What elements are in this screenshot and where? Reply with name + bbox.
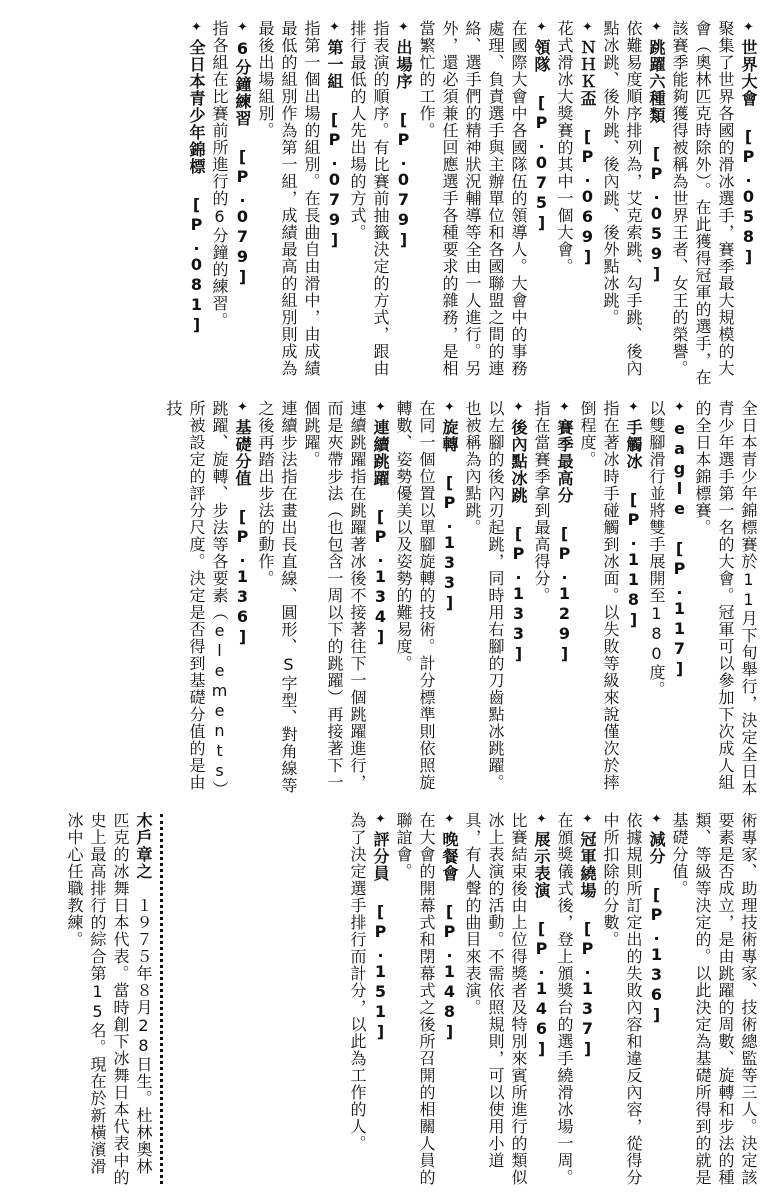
glossary-term: 全日本青少年錦標: [187, 39, 206, 175]
glossary-band-top: [55, 20, 760, 390]
glossary-definition: 依據規則所訂定出的失敗內容和違反內容，從得分中所扣除的分數。: [601, 812, 643, 1186]
glossary-term: 賽季最高分: [555, 419, 574, 504]
glossary-definition: 以左腳的後內刃起跳，同時用右腳的刀齒點冰跳躍。也被稱為內點跳。: [463, 400, 505, 791]
glossary-definition: 在國際大會中各國隊伍的領導人。大會中的事務處理、負責選手與主辦單位和各國聯盟之間的連絡、選手們的精神狀況輔導等全由一人進行。另外，還必須兼任回應選手各種要求的雜務，是相當繁忙的工作。: [417, 20, 528, 377]
glossary-term-heading: [185, 20, 208, 390]
glossary-term-heading: [530, 20, 553, 390]
glossary-term-heading: [438, 812, 461, 1187]
glossary-term: 展示表演: [532, 831, 551, 899]
glossary-term: 連續跳躍: [371, 419, 390, 487]
glossary-term: 冠軍繞場: [578, 831, 597, 899]
glossary-term: 跳躍六種類: [647, 39, 666, 124]
glossary-definition: 依難易度順序排列為，艾克索跳、勾手跳、後內點冰跳、後外跳、後內跳、後外點冰跳。: [601, 20, 643, 377]
glossary-term: 世界大會: [739, 39, 758, 107]
glossary-term-heading: [392, 20, 415, 390]
glossary-term: 評分員: [371, 831, 390, 882]
page-reference: [P.136]: [233, 507, 252, 647]
star-bullet-icon: ✦: [649, 812, 664, 828]
glossary-term-heading: [553, 400, 576, 800]
star-bullet-icon: ✦: [580, 812, 595, 828]
glossary-definition: 在同一個位置以單腳旋轉的技術。計分標準則依照旋轉數、姿勢優美以及姿勢的難易度。: [394, 400, 436, 791]
star-bullet-icon: ✦: [235, 400, 250, 416]
glossary-term: 減分: [647, 831, 666, 865]
page-reference: [P.079]: [233, 147, 252, 287]
glossary-term-heading: [576, 20, 599, 390]
page-reference: [P.133]: [509, 524, 528, 664]
glossary-term: 基礎分值: [233, 419, 252, 487]
page-reference: [P.146]: [532, 919, 551, 1059]
glossary-term-heading: [369, 812, 392, 1187]
star-bullet-icon: ✦: [373, 400, 388, 416]
star-bullet-icon: ✦: [396, 20, 411, 36]
star-bullet-icon: ✦: [626, 400, 641, 416]
star-bullet-icon: ✦: [672, 400, 687, 416]
glossary-term-heading: [622, 400, 645, 800]
glossary-term-heading: [323, 20, 346, 390]
glossary-band-middle: [55, 400, 760, 800]
page-reference: [P.136]: [647, 885, 666, 1025]
page-reference: [P.059]: [647, 144, 666, 284]
glossary-term: 後內點冰跳: [509, 419, 528, 504]
glossary-definition: 連續跳躍指在跳躍著冰後不接著往下一個跳躍進行，而是夾帶步法（也包含一周以下的跳躍）再接著下一個跳躍。: [302, 400, 367, 791]
page-reference: [P.151]: [371, 902, 390, 1042]
glossary-definition: 指在當賽季拿到最高得分。: [532, 400, 551, 604]
glossary-term: 第一組: [325, 39, 344, 90]
glossary-definition: 指第一個出場的組別。在長曲自由滑中，由成績最低的組別作為第一組，成績最高的組別則成為最後出場組別。: [256, 20, 321, 377]
page-reference: [P.058]: [739, 127, 758, 267]
page-reference: [P.148]: [440, 902, 459, 1042]
glossary-definition: 在頒獎儀式後，登上頒獎台的選手繞滑冰場一周。: [555, 812, 574, 1186]
page-reference: [P.075]: [532, 93, 551, 233]
bio-dotted-separator: [160, 814, 163, 1184]
page-reference: [P.133]: [440, 473, 459, 613]
glossary-term-heading: [507, 400, 530, 800]
bio-text: １９７５年８月28日生。杜林奧林匹克的冰舞日本代表。當時創下冰舞日本代表中的史上最高排行的綜合第15名。現在於新橫濱滑冰中心任職教練。: [65, 812, 153, 1186]
page-reference: [P.081]: [187, 195, 206, 335]
star-bullet-icon: ✦: [557, 400, 572, 416]
glossary-definition: 以雙腳滑行並將雙手展開至180度。: [647, 400, 666, 698]
glossary-term: 晚餐會: [440, 831, 459, 882]
glossary-definition: 跳躍、旋轉、步法等各要素（elements）所被設定的評分尺度。決定是否得到基礎分值的是由技: [164, 400, 229, 798]
page-reference: [P.079]: [325, 110, 344, 250]
glossary-term-heading: [576, 812, 599, 1187]
page-reference: [P.129]: [555, 524, 574, 664]
star-bullet-icon: ✦: [189, 20, 204, 36]
glossary-term-heading: [737, 20, 760, 390]
glossary-term-heading: [231, 400, 254, 800]
star-bullet-icon: ✦: [327, 20, 342, 36]
star-bullet-icon: ✦: [373, 812, 388, 828]
glossary-definition: 在大會的開幕式和閉幕式之後所召開的相關人員的聯誼會。: [394, 812, 436, 1186]
star-bullet-icon: ✦: [511, 400, 526, 416]
star-bullet-icon: ✦: [442, 812, 457, 828]
glossary-term: 旋轉: [440, 419, 459, 453]
star-bullet-icon: ✦: [580, 20, 595, 36]
page-reference: [P.117]: [670, 539, 689, 679]
glossary-definition: 聚集了世界各國的滑冰選手，賽季最大規模的大會（奧林匹克時除外）。在此獲得冠軍的選手，在該賽季能夠獲得被稱為世界王者、女王的榮譽。: [670, 20, 735, 386]
glossary-term-heading: [369, 400, 392, 800]
glossary-term-heading: [438, 400, 461, 800]
glossary-term: 6分鐘練習: [233, 39, 252, 127]
page-reference: [P.134]: [371, 507, 390, 647]
glossary-definition: 連續步法指在畫出長直線、圓形、S字型、對角線等之後再踏出步法的動作。: [256, 400, 298, 794]
glossary-definition: 術專家、助理技術專家、技術總監等三人。決定該要素是否成立，是由跳躍的周數、旋轉和步法的種類、等級等決定的。以此決定為基礎所得到的就是基礎分值。: [670, 812, 758, 1186]
glossary-definition: 全日本青少年錦標賽於11月下旬舉行，決定全日本青少年選手第一名的大會。冠軍可以參加下次成人組的全日本錦標賽。: [693, 400, 758, 797]
star-bullet-icon: ✦: [235, 20, 250, 36]
glossary-term-heading: [530, 812, 553, 1187]
star-bullet-icon: ✦: [741, 20, 756, 36]
page-reference: [P.137]: [578, 919, 597, 1059]
glossary-definition: 指各組在比賽前所進行的6分鐘的練習。: [210, 20, 229, 329]
star-bullet-icon: ✦: [534, 20, 549, 36]
star-bullet-icon: ✦: [534, 812, 549, 828]
star-bullet-icon: ✦: [442, 400, 457, 416]
glossary-definition: 比賽結束後由上位得獎者及特別來賓所進行的類似冰上表演的活動。不需依照規則，可以使用小道具，有人聲的曲目來表演。: [463, 812, 528, 1186]
glossary-term: ＮＨＫ盃: [578, 39, 597, 107]
glossary-term: 領隊: [532, 39, 551, 73]
glossary-term-heading: [645, 812, 668, 1187]
bio-name: 木戶章之: [134, 812, 153, 880]
glossary-term-heading: [231, 20, 254, 390]
star-bullet-icon: ✦: [649, 20, 664, 36]
page-reference: [P.069]: [578, 127, 597, 267]
glossary-definition: 花式滑冰大獎賽的其中一個大會。: [555, 20, 574, 275]
page-reference: [P.079]: [394, 110, 413, 250]
glossary-column-group: [55, 20, 760, 390]
glossary-column-group: [55, 400, 760, 800]
glossary-term: 出場序: [394, 39, 413, 90]
bio-column: [55, 812, 155, 1187]
glossary-term-heading: [645, 20, 668, 390]
glossary-term-heading: [668, 400, 691, 800]
bio-block: [55, 812, 155, 1187]
glossary-definition: 指表演的順序。有比賽前抽籤決定的方式，跟由排行最低的人先出場的方式。: [348, 20, 390, 377]
glossary-definition: 指在著冰時手碰觸到冰面。以失敗等級來說僅次於摔倒程度。: [578, 400, 620, 791]
page-reference: [P.118]: [624, 490, 643, 630]
glossary-term: eagle: [670, 419, 689, 519]
glossary-definition: 為了決定選手排行而計分，以此為工作的人。: [348, 812, 367, 1152]
glossary-term: 手觸冰: [624, 419, 643, 470]
